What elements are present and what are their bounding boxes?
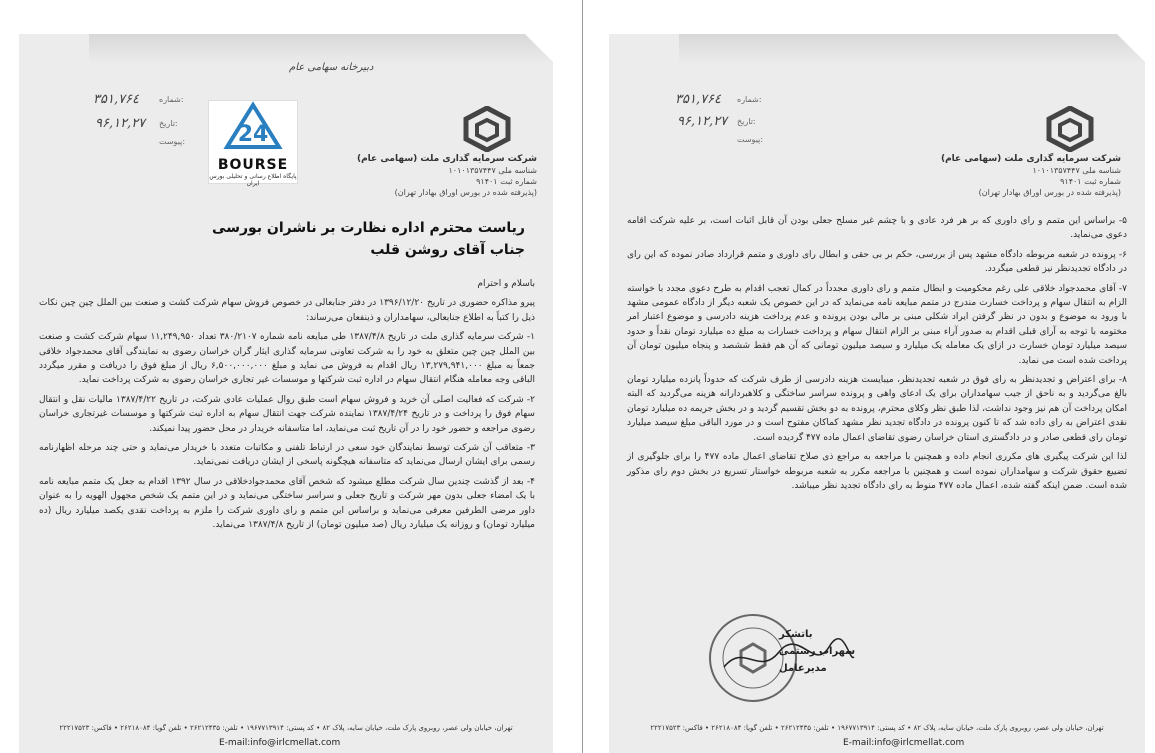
bourse-mark-icon [223, 101, 283, 151]
company-header [940, 154, 1121, 197]
listed-note: (پذیرفته شده در بورس اوراق بهادار تهران) [394, 188, 537, 197]
handwritten-label: دبیرخانه سهامی عام [289, 62, 374, 73]
scan-shadow [679, 34, 1145, 64]
letter-number-value: ۳۵۱,۷۶٤ [675, 92, 722, 107]
footer-email: E-mail:info@irlcmellat.com [843, 738, 965, 748]
page-fold [525, 34, 553, 62]
company-name: شرکت سرمایه گذاری ملت (سهامی عام) [356, 154, 537, 164]
mellat-logo-icon [1045, 106, 1095, 152]
body-paragraph: لذا این شرکت پیگیری های مکرری انجام داده و همچنین با مراجعه به مراجع ذی صلاح تقاضای اعمال ماده ۴۷۷ را برای جلوگیری از تضییع حقوق شرکت و سهامداران نموده است و همچنین با مراجعه مکرر به شعبه مربوطه خواستار تسریع در بخش دوم رای مذکور شده است. ضمن اینکه گفته شده، اعمال ماده ۴۷۷ منوط به رای دادگاه تجدید نظر میباشد. [627, 452, 1128, 491]
letter-date-value: ۹۶,۱۲,۲۷ [95, 116, 146, 131]
recipient-name: جناب آقای روشن قلب [370, 242, 525, 258]
body-paragraph: ۶- پرونده در شعبه مربوطه دادگاه مشهد پس از بررسی، حکم بر بی حقی و ابطال رای داوری و متمم قرارداد صادر نموده که این رای در دادگاه تجدیدنظر نیز قطعی میگردد. [627, 249, 1127, 275]
letter-body [627, 214, 1127, 498]
listed-note: (پذیرفته شده در بورس اوراق بهادار تهران) [978, 188, 1121, 197]
signature-icon [719, 632, 859, 682]
company-name: شرکت سرمایه گذاری ملت (سهامی عام) [940, 154, 1121, 164]
national-id: شناسه ملی ۱۰۱۰۱۳۵۷۴۴۷ [1032, 166, 1121, 175]
body-paragraph: ۱- شرکت سرمایه گذاری ملت در تاریخ ۱۳۸۷/۴/۸ طی مبایعه نامه شماره ۳۸۰/۲۱۰۷ تعداد ۱۱,۲۴۹,۹۵۰ سهام شرکت کشت و صنعت بین الملل چین چین متعلق به خود را به شرکت تعاونی سرمایه گذاری ایثار گران خراسان رضوی به نمایندگی آقای محمدجواد خلاقی جمعاً به مبلغ ۱۳,۲۷۹,۹۴۱,۰۰۰ ریال اقدام به فروش می نماید و مبلغ ۶,۵۰۰,۰۰۰,۰۰۰ ریال از مبلغ فوق را دریافت و مقرر میگردد الباقی وجه معامله هنگام انتقال سهام در اداره ثبت شرکتها و موسسات غیر تجاری خراسان رضوی به شرکت پرداخت نماید. [39, 332, 535, 386]
body-paragraph: ۲- شرکت که فعالیت اصلی آن خرید و فروش سهام است طبق روال عملیات عادی شرکت، در تاریخ ۱۳۸۷/۴/۲۲ مالیات نقل و انتقال سهام فوق را پرداخت و در تاریخ ۱۳۸۷/۴/۲۴ نماینده شرکت جهت انتقال سهام به اداره ثبت شرکتها و موسسات غیرتجاری خراسان رضوی مراجعه و حضور خود را در آن تاریخ ثبت می‌نماید، اما متاسفانه خریدار در محل حضور پیدا نمیکند. [39, 394, 535, 434]
letter-date-label: تاریخ: [737, 117, 756, 126]
footer-email: E-mail:info@irlcmellat.com [219, 738, 341, 748]
closing-thanks: باتشکر [779, 629, 813, 640]
letter-date-value: ۹۶,۱۲,۲۷ [677, 114, 728, 129]
body-paragraph: ۳- متعاقب آن شرکت توسط نمایندگان خود سعی در ارتباط تلفنی و مکاتبات متعدد با خریدار می‌نماید و حتی چند مرحله اظهارنامه رسمی برای ایشان ارسال می‌نماید که متاسفانه هیچگونه پاسخی از ایشان دریافت نمی‌نماید. [39, 443, 535, 468]
signer-name: سهراب رستمی [779, 646, 856, 657]
body-paragraph: ۸- برای اعتراض و تجدیدنظر به رای فوق در شعبه تجدیدنظر، میبایست هزینه دادرسی از طرف شرکت که حدوداً پانزده میلیارد تومان بالغ می‌گردید و به ناحق از جیب سهامداران برای یک ادعای واهی و پرونده سراسر ساختگی و کلاهبردارانه هزینه می‌گردید که البته امکان پرداخت آن هم نیز وجود نداشت، لذا طبق نظر وکلای محترم، پرونده به دو بخش تقسیم گردید و در بخش جریمه ده میلیارد تومان نقدی اعتراض به رای داده شد که تا کنون پرونده در دادگاه تجدید نظر مشهد کماکان مفتوح است و در مورد الباقی مبلغ سیصد میلیارد تومان رای قطعی صادر و در دادگستری استان خراسان رضوی تقاضای اعمال ماده ۴۷۷ گردیده است. [627, 375, 1127, 443]
body-paragraph: ۵- براساس این متمم و رای داوری که بر هر فرد عادی و با چشم غیر مسلح جعلی بودن آن قابل اثبات است، بر علیه شرکت اقامه دعوی می‌نماید. [627, 216, 1127, 241]
scan-shadow [89, 34, 553, 64]
greeting: باسلام و احترام [477, 279, 535, 289]
registration-number: شماره ثبت ۹۱۴۰۱ [476, 177, 537, 186]
letter-date-label: تاریخ: [159, 119, 178, 128]
body-paragraph: ۴- بعد از گذشت چندین سال شرکت مطلع میشود که شخص آقای محمدجوادخلاقی در سال ۱۳۹۲ اقدام به جعل یک متمم مبایعه نامه با یک امضاء جعلی بدون مهر شرکت و تاریخ جعلی و سراسر ساختگی می‌نماید و در این متمم یک شخص مجهول الهویه را به عنوان داور مرضی الطرفین معرفی می‌نماید و براساس این متمم و رای داوری شرکت را ملزم به پرداخت نقدی یکصد میلیارد ریال (ده میلیارد تومان) و روزانه یک میلیارد ریال (صد میلیون تومان) از تاریخ ۱۳۸۷/۴/۸ می‌نماید. [39, 476, 535, 531]
letter-page-2 [609, 34, 1145, 753]
intro-paragraph: پیرو مذاکره حضوری در تاریخ ۱۳۹۶/۱۲/۲۰ در دفتر جنابعالی در خصوص فروش سهام شرکت کشت و صنعت بین الملل چین چین نکات ذیل را کتباً به اطلاع جنابعالی، سهامداران و ذینفعان می‌رساند: [39, 298, 535, 323]
letter-attachment-label: پیوست: [737, 135, 764, 144]
bourse-word: BOURSE [217, 157, 289, 173]
page-divider [582, 0, 583, 753]
letter-footer: تهران، خیابان ولی عصر، روبروی پارک ملت، خیابان سایه، پلاک ۸۲ • کد پستی: ۱۹۶۷۷۱۳۹۱۴ • تلفن: ۲۶۲۱۲۴۳۵ • تلفن گویا: ۲۶۲۱۸۰۸۴ • فاکس: ۲۲۲۱۷۵۲۳ [650, 724, 1104, 732]
letter-body [39, 277, 535, 538]
signer-title: مدیرعامل [779, 663, 827, 674]
letter-number-value: ۳۵۱,۷۶٤ [93, 92, 140, 107]
recipient-title: ریاست محترم اداره نظارت بر ناشران بورسی [212, 220, 525, 236]
body-paragraph: ۷- آقای محمدجواد خلاقی علی رغم محکومیت و ابطال متمم و رای داوری مجدداً در کمال تعجب اقدام به طرح دعوی مجدد با خواسته الزام به انتقال سهام و پرداخت خسارت مندرج در متمم مبایعه نامه می‌نماید که در این خصوص یک شعبه دیگر از دادگاه عمومی مشهد با ورود به موضوع و بدون در نظر گرفتن ایراد شکلی مبنی بر مالی بودن پرونده و عدم پرداخت هزینه دادرسی و موضوع اعتبار امر مختومه با توجه به آرای قبلی اقدام به صدور آراء مبنی بر الزام انتقال سهام و پرداخت خسارات به مبلغ ده میلیارد تومان نقداً و حدود سیصد میلیارد تومان خسارت در ازای یک معامله یک میلیارد و سیصد میلیون تومانی که آن هم فقط ششصد و پنجاه میلیون تومان آن پرداخت شده است می نماید. [627, 283, 1127, 366]
company-header [356, 154, 537, 197]
letter-number-label: شماره: [737, 95, 762, 104]
bourse-logo-icon [208, 100, 298, 187]
national-id: شناسه ملی ۱۰۱۰۱۳۵۷۴۴۷ [448, 166, 537, 175]
registration-number: شماره ثبت ۹۱۴۰۱ [1060, 177, 1121, 186]
mellat-logo-icon [462, 106, 512, 152]
letter-attachment-label: پیوست: [159, 137, 186, 146]
letter-footer: تهران، خیابان ولی عصر، روبروی پارک ملت، خیابان سایه، پلاک ۸۲ • کد پستی: ۱۹۶۷۷۱۳۹۱۴ • تلفن: ۲۶۲۱۲۴۳۵ • تلفن گویا: ۲۶۲۱۸۰۸۴ • فاکس: ۲۲۲۱۷۵۲۳ [59, 724, 513, 732]
letter-page-1 [19, 34, 553, 753]
svg-text:24: 24 [237, 122, 269, 147]
bourse-tagline: پایگاه اطلاع رسانی و تحلیلی بورس ایران [209, 173, 297, 187]
letter-number-label: شماره: [159, 95, 184, 104]
page-fold [1117, 34, 1145, 62]
